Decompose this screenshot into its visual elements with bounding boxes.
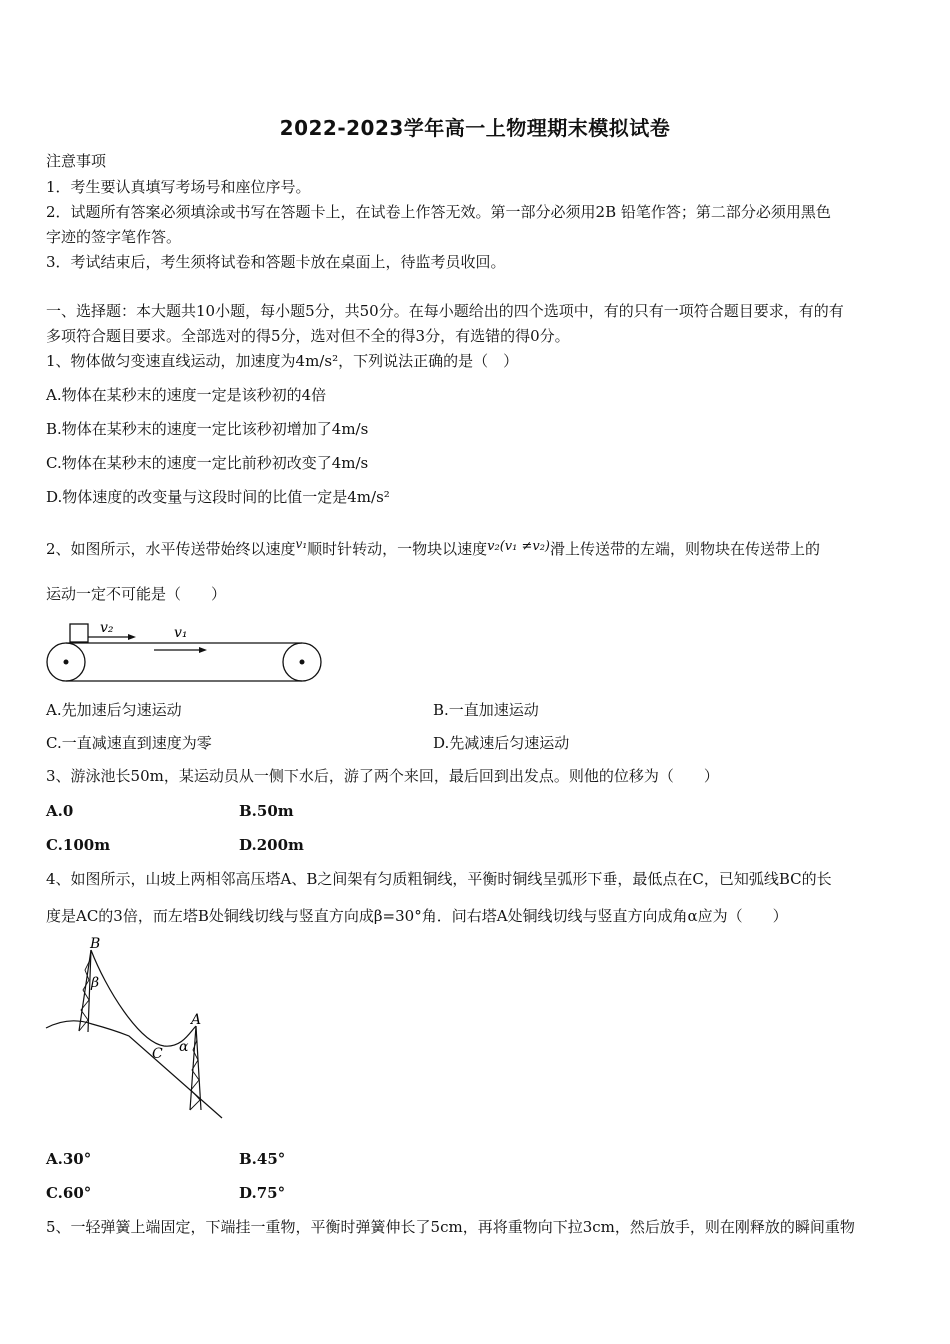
v1-arrowhead [199,647,207,653]
q2-stem-line2: 运动一定不可能是（ ） [46,585,227,603]
notice-item: 1．考生要认真填写考场号和座位序号。 [46,178,311,196]
q3-option-b: B.50m [239,802,294,820]
power-line-figure [44,934,228,1122]
fig-label-c: C [152,1046,163,1062]
q3-option-a: A.0 [46,802,74,820]
q2-option-a: A.先加速后匀速运动 [46,701,182,719]
q4-option-c: C.60° [46,1184,92,1202]
q3-stem: 3、游泳池长50m，某运动员从一侧下水后，游了两个来回，最后回到出发点。则他的位移为（ ） [46,767,719,785]
q2-option-c: C.一直减速直到速度为零 [46,734,212,752]
q1-stem: 1、物体做匀变速直线运动，加速度为4m/s²，下列说法正确的是（ ） [46,352,519,370]
page-title: 2022-2023学年高一上物理期末模拟试卷 [279,116,671,140]
q4-option-a: A.30° [46,1150,92,1168]
block [70,624,88,642]
fig-label-alpha: α [179,1039,189,1055]
section-instructions: 一、选择题：本大题共10小题，每小题5分，共50分。在每小题给出的四个选项中，有的只有一项符合题目要求，有的有 [46,302,844,320]
q1-option-c: C.物体在某秒末的速度一定比前秒初改变了4m/s [46,454,369,472]
notice-heading: 注意事项 [46,152,107,170]
q2-option-d: D.先减速后匀速运动 [433,734,570,752]
v2-arrowhead [128,634,136,640]
fig-label-b: B [90,936,101,952]
q2-stem-part: 顺时针转动，一物块以速度 [307,540,488,558]
notice-item: 3．考试结束后，考生须将试卷和答题卡放在桌面上，待监考员收回。 [46,253,506,271]
left-pulley-axle [64,660,69,665]
section-instructions: 多项符合题目要求。全部选对的得5分，选对但不全的得3分，有选错的得0分。 [46,327,570,345]
q2-stem-part: 2、如图所示，水平传送带始终以速度 [46,540,296,558]
q5-stem: 5、一轻弹簧上端固定，下端挂一重物，平衡时弹簧伸长了5cm，再将重物向下拉3cm，然后放手，则在刚释放的瞬间重物 [46,1218,855,1236]
q4-stem: 4、如图所示，山坡上两相邻高压塔A、B之间架有匀质粗铜线，平衡时铜线呈弧形下垂，最低点在C，已知弧线BC的长 [46,870,832,888]
q4-stem-line2: 度是AC的3倍，而左塔B处铜线切线与竖直方向成β=30°角．问右塔A处铜线切线与竖直方向成角α应为（ ） [46,907,788,925]
fig-label-a: A [191,1012,202,1028]
q2-stem-part: 滑上传送带的左端，则物块在传送带上的 [550,540,821,558]
notice-item: 字迹的签字笔作答。 [46,228,182,246]
q2-option-b: B.一直加速运动 [433,701,539,719]
q2-stem [46,534,820,559]
q1-option-b: B.物体在某秒末的速度一定比该秒初增加了4m/s [46,420,369,438]
q3-option-c: C.100m [46,836,111,854]
q4-option-b: B.45° [239,1150,286,1168]
q1-option-a: A.物体在某秒末的速度一定是该秒初的4倍 [46,386,327,404]
q1-option-d: D.物体速度的改变量与这段时间的比值一定是4m/s² [46,488,390,506]
copper-wire [91,950,196,1046]
q2-v1-symbol: v₁ [295,537,308,551]
fig-label-beta: β [91,975,100,991]
fig-v2-label: v₂ [100,620,114,636]
q4-option-d: D.75° [239,1184,286,1202]
q3-option-d: D.200m [239,836,304,854]
conveyor-belt-figure [44,616,326,688]
fig-v1-label: v₁ [174,625,188,641]
right-pulley-axle [300,660,305,665]
q2-v2-condition: v₂(v₁ ≠v₂) [487,539,550,554]
notice-item: 2．试题所有答案必须填涂或书写在答题卡上，在试卷上作答无效。第一部分必须用2B 铅笔作答；第二部分必须用黑色 [46,203,831,221]
